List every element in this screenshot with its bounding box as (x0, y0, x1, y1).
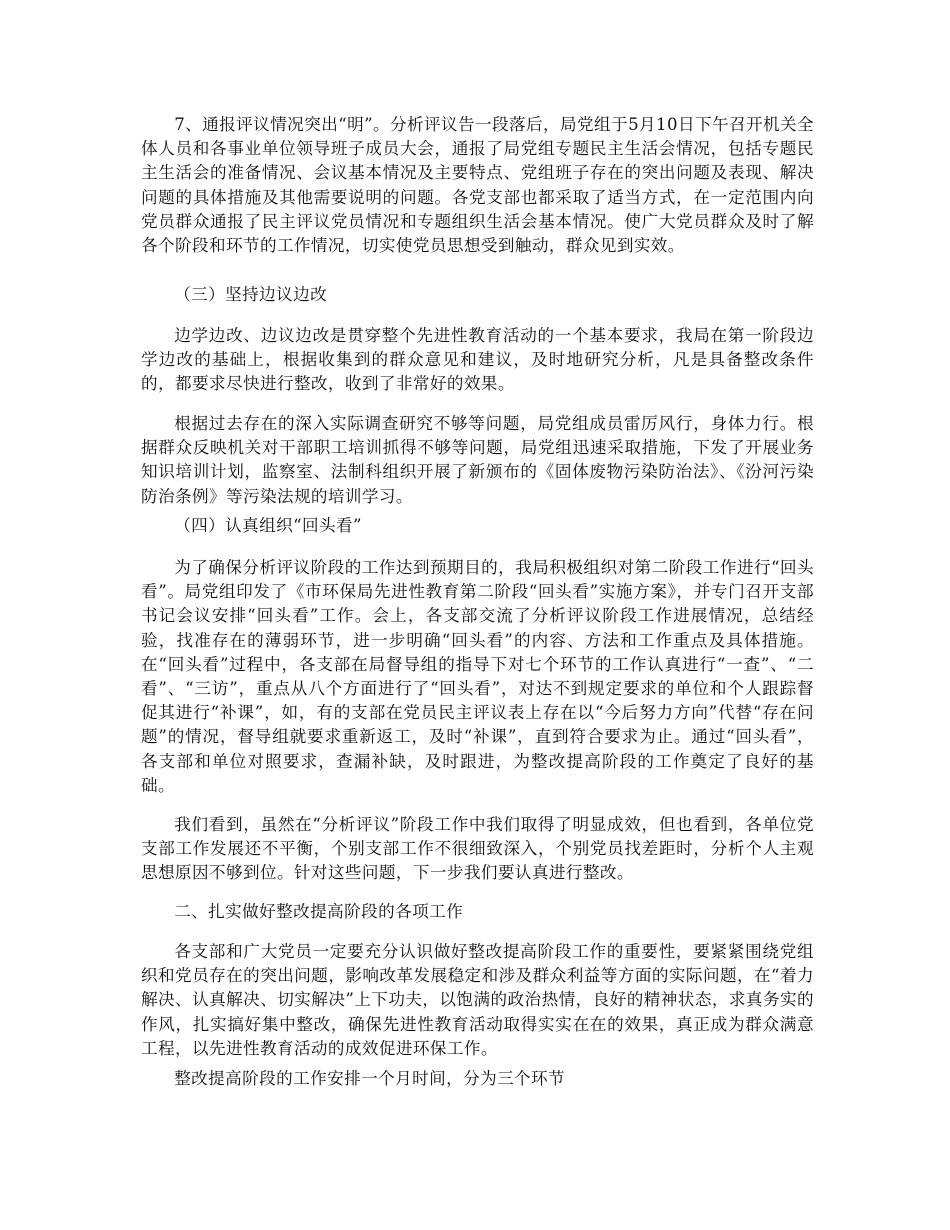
section-heading-rectification-stage: 二、扎实做好整改提高阶段的各项工作 (174, 902, 464, 921)
section-heading-edit-while-discussing: （三）坚持边议边改 (174, 285, 328, 304)
paragraph-progress-assessment: 我们看到，虽然在“分析评议”阶段工作中我们取得了明显成效，但也看到，各单位党支部工作发展还不平衡，个别支部工作不很细致深入，个别党员找差距时，分析个人主观思想原因不够到位。针对这些问题，下一步我们要认真进行整改。 (141, 815, 814, 883)
paragraph-notification-results: 7、通报评议情况突出“明”。分析评议告一段落后，局党组于5月10日下午召开机关全体人员和各事业单位领导班子成员大会，通报了局党组专题民主生活会情况，包括专题民主生活会的准备情况、会议基本情况及主要特点、党组班子存在的突出问题及表现、解决问题的具体措施及其他需要说明的问题。各党支部也都采取了适当方式，在一定范围内向党员群众通报了民主评议党员情况和专题组织生活会基本情况。使广大党员群众及时了解各个阶段和环节的工作情况，切实使党员思想受到触动，群众见到实效。 (141, 115, 814, 256)
paragraph-learn-and-edit: 边学边改、边议边改是贯穿整个先进性教育活动的一个基本要求，我局在第一阶段边学边改的基础上，根据收集到的群众意见和建议，及时地研究分析，凡是具备整改条件的，都要求尽快进行整改，收到了非常好的效果。 (141, 326, 814, 394)
paragraph-rectification-importance: 各支部和广大党员一定要充分认识做好整改提高阶段工作的重要性，要紧紧围绕党组织和党员存在的突出问题，影响改革发展稳定和涉及群众利益等方面的实际问题，在“着力解决、认真解决、切实解决”上下功夫，以饱满的政治热情，良好的精神状态，求真务实的作风，扎实搞好集中整改，确保先进性教育活动取得实实在在的效果，真正成为群众满意工程，以先进性教育活动的成效促进环保工作。 (141, 942, 814, 1058)
paragraph-look-back-details: 为了确保分析评议阶段的工作达到预期目的，我局积极组织对第二阶段工作进行“回头看”。局党组印发了《市环保局先进性教育第二阶段“回头看”实施方案》，并专门召开支部书记会议安排“回头看”工作。会上，各支部交流了分析评议阶段工作进展情况，总结经验，找准存在的薄弱环节，进一步明确“回头看”的内容、方法和工作重点及具体措施。在“回头看”过程中，各支部在局督导组的指导下对七个环节的工作认真进行“一查”、“二看”、“三访”，重点从八个方面进行了“回头看”，对达不到规定要求的单位和个人跟踪督促其进行“补课”，如，有的支部在党员民主评议表上存在以“今后努力方向”代替“存在问题”的情况，督导组就要求重新返工，及时“补课”，直到符合要求为止。通过“回头看”，各支部和单位对照要求，查漏补缺，及时跟进，为整改提高阶段的工作奠定了良好的基础。 (141, 558, 814, 795)
paragraph-stage-schedule: 整改提高阶段的工作安排一个月时间，分为三个环节 (174, 1069, 566, 1088)
paragraph-training-measures: 根据过去存在的深入实际调查研究不够等问题，局党组成员雷厉风行，身体力行。根据群众反映机关对干部职工培训抓得不够等问题，局党组迅速采取措施，下发了开展业务知识培训计划，监察室、法制科组织开展了新颁布的《固体废物污染防治法》、《汾河污染防治条例》等污染法规的培训学习。 (141, 414, 814, 506)
section-heading-look-back: （四）认真组织“回头看” (174, 516, 362, 535)
